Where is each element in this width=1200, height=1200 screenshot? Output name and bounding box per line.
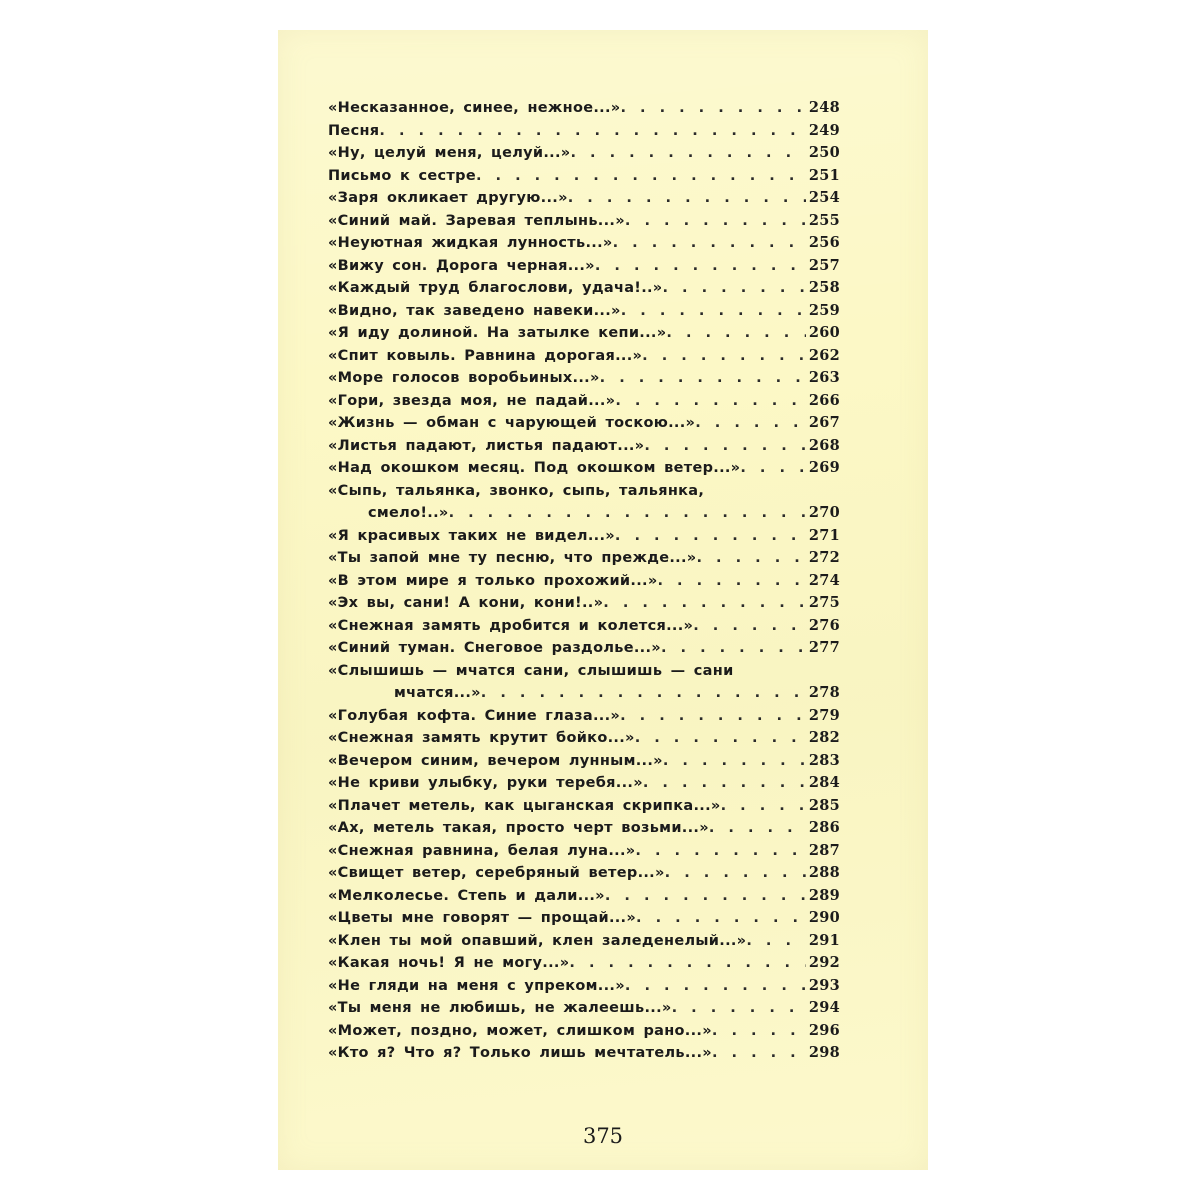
entry-title: «Не криви улыбку, руки теребя...» [328, 775, 643, 791]
entry-title: «Ты запой мне ту песню, что прежде...» [328, 550, 697, 566]
dot-leader [379, 120, 806, 143]
dot-leader [635, 727, 806, 750]
dot-leader [570, 142, 806, 165]
entry-title-continuation: смело!..» [368, 505, 449, 521]
toc-entry [328, 705, 840, 728]
entry-title: «Несказанное, синее, нежное...» [328, 100, 621, 116]
dot-leader [625, 975, 806, 998]
dot-leader [662, 277, 806, 300]
entry-page: 283 [808, 751, 840, 769]
entry-title: Песня [328, 122, 380, 139]
entry-title: «Не гляди на меня с упреком...» [328, 977, 625, 994]
toc-entry [328, 795, 840, 818]
dot-leader [481, 682, 806, 705]
entry-page: 259 [808, 301, 840, 319]
entry-page: 260 [808, 324, 840, 341]
toc-entry [328, 210, 840, 233]
entry-page: 287 [808, 841, 840, 859]
entry-title: «Плачет метель, как цыганская скрипка...» [328, 797, 721, 814]
dot-leader [449, 502, 806, 525]
toc-entry [328, 300, 840, 323]
entry-title: «Сыпь, тальянка, звонко, сыпь, тальянка, [328, 482, 705, 499]
entry-page: 254 [808, 189, 840, 206]
dot-leader [657, 570, 806, 593]
toc-entry [328, 840, 840, 863]
toc-entry [328, 772, 840, 795]
entry-page: 258 [808, 279, 840, 296]
entry-title: «Цветы мне говорят — прощай...» [328, 910, 637, 926]
toc-entry [328, 885, 840, 908]
entry-title: «Вечером синим, вечером лунным...» [328, 752, 663, 769]
toc-entry [328, 660, 840, 705]
toc-entry [328, 277, 840, 300]
entry-title: «Жизнь — обман с чарующей тоскою...» [328, 415, 696, 431]
dot-leader [636, 907, 806, 930]
toc-entry [328, 637, 840, 660]
dot-leader [635, 840, 806, 863]
toc-entry [328, 547, 840, 570]
toc-entry [328, 817, 840, 840]
toc-entry [328, 120, 840, 143]
dot-leader [695, 412, 806, 435]
dot-leader [740, 457, 806, 480]
entry-page: 292 [808, 954, 840, 971]
entry-title: «Неуютная жидкая лунность...» [328, 235, 613, 251]
entry-title: «Я иду долиной. На затылке кепи...» [328, 325, 667, 341]
entry-page: 288 [808, 864, 840, 881]
entry-page: 275 [808, 594, 840, 611]
entry-page: 279 [808, 706, 840, 724]
entry-page: 293 [808, 976, 840, 994]
entry-page: 276 [808, 616, 840, 634]
dot-leader [709, 817, 806, 840]
entry-title: «Море голосов воробьиных...» [328, 370, 600, 386]
entry-title: «Голубая кофта. Синие глаза...» [328, 707, 621, 724]
entry-page: 277 [808, 639, 840, 656]
entry-title: Письмо к сестре [328, 167, 476, 184]
entry-title: «Ты меня не любишь, не жалеешь...» [328, 1000, 672, 1016]
toc-entry [328, 187, 840, 210]
entry-page: 278 [808, 684, 840, 701]
entry-page: 255 [808, 211, 840, 229]
dot-leader [568, 187, 806, 210]
dot-leader [613, 232, 806, 255]
dot-leader [625, 210, 806, 233]
entry-page: 289 [808, 886, 840, 904]
toc-entry [328, 615, 840, 638]
entry-page: 286 [808, 819, 840, 836]
toc-entry [328, 592, 840, 615]
dot-leader [615, 390, 806, 413]
toc-entry [328, 97, 840, 120]
entry-page: 298 [808, 1044, 840, 1061]
table-of-contents [328, 97, 840, 1065]
dot-leader [603, 592, 806, 615]
entry-page: 270 [808, 504, 840, 521]
entry-title: «Ах, метель такая, просто черт возьми...» [328, 820, 709, 836]
entry-page: 266 [808, 391, 840, 409]
dot-leader [696, 547, 806, 570]
dot-leader [663, 750, 806, 773]
entry-title: «Я красивых таких не видел...» [328, 527, 615, 544]
entry-page: 296 [808, 1021, 840, 1039]
entry-title: «Ну, целуй меня, целуй...» [328, 145, 571, 161]
entry-page: 285 [808, 796, 840, 814]
dot-leader [595, 255, 806, 278]
toc-entry [328, 390, 840, 413]
entry-page: 257 [808, 256, 840, 274]
dot-leader [712, 1042, 806, 1065]
entry-page: 250 [808, 144, 840, 161]
entry-page: 272 [808, 549, 840, 566]
entry-page: 274 [808, 571, 840, 589]
toc-entry [328, 480, 840, 525]
entry-page: 251 [808, 166, 840, 184]
dot-leader [569, 952, 806, 975]
entry-page: 248 [808, 99, 840, 116]
entry-title: «Снежная замять дробится и колется...» [328, 617, 694, 634]
entry-title: «В этом мире я только прохожий...» [328, 572, 658, 589]
entry-title: «Эх вы, сани! А кони, кони!..» [328, 595, 604, 611]
dot-leader [672, 997, 806, 1020]
toc-entry [328, 232, 840, 255]
toc-entry [328, 1042, 840, 1065]
dot-leader [615, 525, 806, 548]
toc-entry [328, 1020, 840, 1043]
dot-leader [620, 97, 806, 120]
entry-page: 268 [808, 436, 840, 454]
toc-entry [328, 412, 840, 435]
entry-title: «Свищет ветер, серебряный ветер...» [328, 865, 665, 881]
dot-leader [712, 1020, 806, 1043]
dot-leader [665, 862, 806, 885]
dot-leader [476, 165, 806, 188]
entry-title: «Видно, так заведено навеки...» [328, 302, 621, 319]
toc-entry [328, 930, 840, 953]
entry-page: 282 [808, 729, 840, 746]
entry-title: «Клен ты мой опавший, клен заледенелый...» [328, 932, 747, 949]
toc-entry [328, 142, 840, 165]
dot-leader [693, 615, 806, 638]
entry-page: 249 [808, 121, 840, 139]
toc-entry [328, 570, 840, 593]
entry-title: «Кто я? Что я? Только лишь мечтатель...» [328, 1045, 712, 1061]
entry-page: 267 [808, 414, 840, 431]
entry-title: «Синий туман. Снеговое раздолье...» [328, 640, 661, 656]
entry-title: «Синий май. Заревая теплынь...» [328, 212, 625, 229]
entry-title: «Вижу сон. Дорога черная...» [328, 257, 595, 274]
entry-page: 284 [808, 774, 840, 791]
entry-title: «Мелколесье. Степь и дали...» [328, 887, 605, 904]
toc-entry [328, 345, 840, 368]
entry-page: 290 [808, 909, 840, 926]
entry-title: «Спит ковыль. Равнина дорогая...» [328, 347, 643, 364]
toc-entry [328, 165, 840, 188]
toc-entry [328, 727, 840, 750]
entry-title: «Какая ночь! Я не могу...» [328, 955, 570, 971]
entry-title: «Слышишь — мчатся сани, слышишь — сани [328, 662, 734, 679]
toc-entry [328, 862, 840, 885]
toc-entry [328, 997, 840, 1020]
entry-page: 263 [808, 369, 840, 386]
dot-leader [642, 345, 806, 368]
dot-leader [721, 795, 806, 818]
dot-leader [621, 300, 806, 323]
dot-leader [661, 637, 806, 660]
entry-page: 269 [808, 459, 840, 476]
toc-entry [328, 367, 840, 390]
dot-leader [605, 885, 806, 908]
entry-page: 256 [808, 234, 840, 251]
entry-page: 294 [808, 999, 840, 1016]
entry-title: «Может, поздно, может, слишком рано...» [328, 1022, 712, 1039]
entry-title: «Снежная замять крутит бойко...» [328, 730, 635, 746]
dot-leader [643, 772, 806, 795]
toc-entry [328, 975, 840, 998]
dot-leader [746, 930, 806, 953]
toc-entry [328, 907, 840, 930]
entry-title: «Снежная равнина, белая луна...» [328, 842, 636, 859]
page-number: 375 [582, 1124, 624, 1148]
entry-title-continuation: мчатся...» [394, 685, 481, 701]
entry-title: «Гори, звезда моя, не падай...» [328, 392, 616, 409]
dot-leader [620, 705, 806, 728]
entry-page: 291 [808, 931, 840, 949]
entry-title: «Над окошком месяц. Под окошком ветер...» [328, 460, 741, 476]
toc-entry [328, 457, 840, 480]
toc-entry [328, 435, 840, 458]
toc-entry [328, 322, 840, 345]
entry-page: 262 [808, 346, 840, 364]
toc-entry [328, 750, 840, 773]
toc-entry [328, 255, 840, 278]
entry-title: «Заря окликает другую...» [328, 190, 568, 206]
dot-leader [666, 322, 806, 345]
entry-page: 271 [808, 526, 840, 544]
toc-entry [328, 525, 840, 548]
book-page [278, 30, 928, 1170]
entry-title: «Листья падают, листья падают...» [328, 437, 645, 454]
dot-leader [600, 367, 806, 390]
dot-leader [644, 435, 806, 458]
entry-title: «Каждый труд благослови, удача!..» [328, 280, 663, 296]
toc-entry [328, 952, 840, 975]
